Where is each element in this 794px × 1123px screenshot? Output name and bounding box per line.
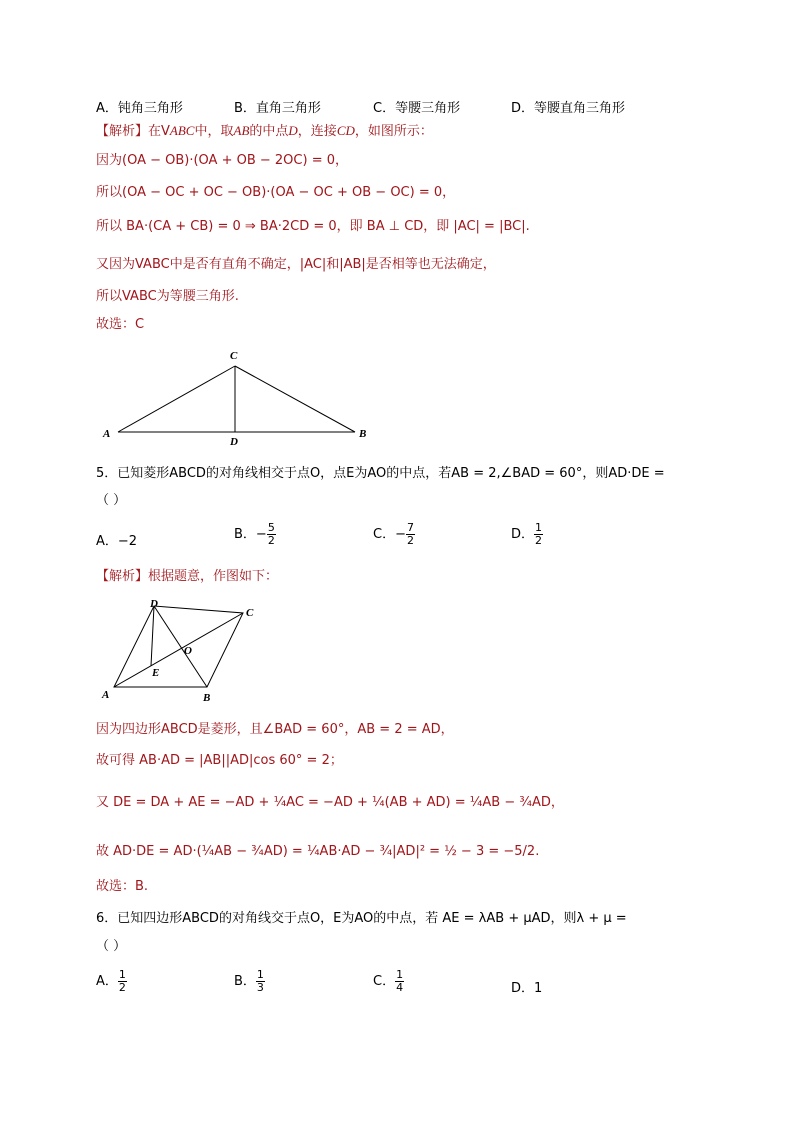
fraction: $\frac{1}{2}$ bbox=[118, 968, 126, 994]
q5-analysis-line-4: 又 DE = DA + AE = −AD + ¼AC = −AD + ¼(AB + AD) = ¼AB − ¾AD， bbox=[96, 795, 564, 810]
q6-stem: 6．已知四边形ABCD的对角线交于点O，E为AO的中点，若 AE = λAB + μAD，则λ + μ = bbox=[96, 911, 627, 926]
q4-option-a: A．钝角三角形 bbox=[96, 101, 183, 116]
q4-analysis-line-5: 又因为VABC中是否有直角不确定，|AC|和|AB|是否相等也无法确定， bbox=[96, 257, 496, 272]
side-bc bbox=[235, 366, 355, 432]
q4-answer: 故选：C bbox=[96, 317, 145, 332]
q5-option-b: B．− $\frac{5}{2}$ bbox=[234, 521, 275, 547]
q4-analysis-line-3: 所以(OA − OC + OC − OB)·(OA − OC + OB − OC) = 0， bbox=[96, 185, 456, 200]
q4-analysis-line-4: 所以 BA·(CA + CB) = 0 ⇒ BA·2CD = 0，即 BA ⊥ CD，即 |AC| = |BC|. bbox=[96, 219, 530, 234]
diagonal-ac bbox=[114, 613, 243, 687]
q5-stem: 5．已知菱形ABCD的对角线相交于点O，点E为AO的中点，若AB = 2,∠BAD = 60°，则AD·DE = bbox=[96, 466, 665, 481]
q5-option-c: C．− $\frac{7}{2}$ bbox=[373, 521, 414, 547]
fraction: $\frac{7}{2}$ bbox=[406, 521, 414, 547]
label-d: D bbox=[150, 598, 158, 610]
q4-analysis-line-6: 所以VABC为等腰三角形. bbox=[96, 289, 239, 304]
q6-paren: （ ） bbox=[96, 939, 127, 954]
q5-analysis-line-5: 故 AD·DE = AD·(¼AB − ¾AD) = ¼AB·AD − ¾|AD|² = ½ − 3 = −5/2. bbox=[96, 844, 540, 859]
label-e: E bbox=[152, 667, 160, 679]
q5-option-d: D． $\frac{1}{2}$ bbox=[511, 521, 543, 547]
rhombus-abcd bbox=[114, 606, 243, 687]
label-c: C bbox=[246, 607, 254, 619]
q4-analysis-line-1: 【解析】在VABC中，取AB的中点D，连接CD，如图所示： bbox=[96, 123, 433, 139]
q4-option-d: D．等腰直角三角形 bbox=[511, 101, 626, 116]
label-b: B bbox=[203, 692, 211, 703]
q6-option-c: C． $\frac{1}{4}$ bbox=[373, 968, 404, 994]
label-a: A bbox=[102, 689, 110, 701]
q4-analysis-line-2: 因为(OA − OB)·(OA + OB − 2OC) = 0， bbox=[96, 153, 348, 168]
q5-analysis-line-1: 【解析】根据题意，作图如下： bbox=[96, 569, 279, 584]
label-c: C bbox=[230, 350, 238, 362]
segment-de bbox=[151, 606, 154, 666]
q6-option-d: D．1 bbox=[511, 981, 543, 996]
analysis-tag: 【解析】 bbox=[96, 124, 149, 139]
fraction: $\frac{1}{3}$ bbox=[256, 968, 264, 994]
q6-option-b: B． $\frac{1}{3}$ bbox=[234, 968, 264, 994]
q5-option-a: A．−2 bbox=[96, 534, 138, 549]
diagonal-bd bbox=[154, 606, 207, 687]
fraction: $\frac{1}{2}$ bbox=[535, 521, 543, 547]
analysis-tag: 【解析】 bbox=[96, 569, 149, 584]
label-o: O bbox=[184, 645, 192, 657]
label-a: A bbox=[103, 428, 111, 440]
q5-paren: （ ） bbox=[96, 493, 127, 508]
q4-triangle-figure bbox=[96, 345, 386, 450]
side-ac bbox=[118, 366, 235, 432]
q5-answer: 故选：B. bbox=[96, 879, 149, 894]
q4-option-c: C．等腰三角形 bbox=[373, 101, 461, 116]
label-d: D bbox=[230, 436, 238, 448]
q5-answer-value: B. bbox=[135, 879, 149, 894]
label-b: B bbox=[359, 428, 367, 440]
q4-option-b: B．直角三角形 bbox=[234, 101, 321, 116]
fraction: $\frac{5}{2}$ bbox=[267, 521, 275, 547]
fraction: $\frac{1}{4}$ bbox=[396, 968, 404, 994]
q6-option-a: A． $\frac{1}{2}$ bbox=[96, 968, 126, 994]
q5-rhombus-figure bbox=[96, 598, 266, 703]
q5-analysis-line-2: 因为四边形ABCD是菱形，且∠BAD = 60°，AB = 2 = AD， bbox=[96, 722, 454, 737]
q5-analysis-line-3: 故可得 AB·AD = |AB||AD|cos 60° = 2； bbox=[96, 753, 343, 768]
q4-answer-value: C bbox=[135, 317, 145, 332]
